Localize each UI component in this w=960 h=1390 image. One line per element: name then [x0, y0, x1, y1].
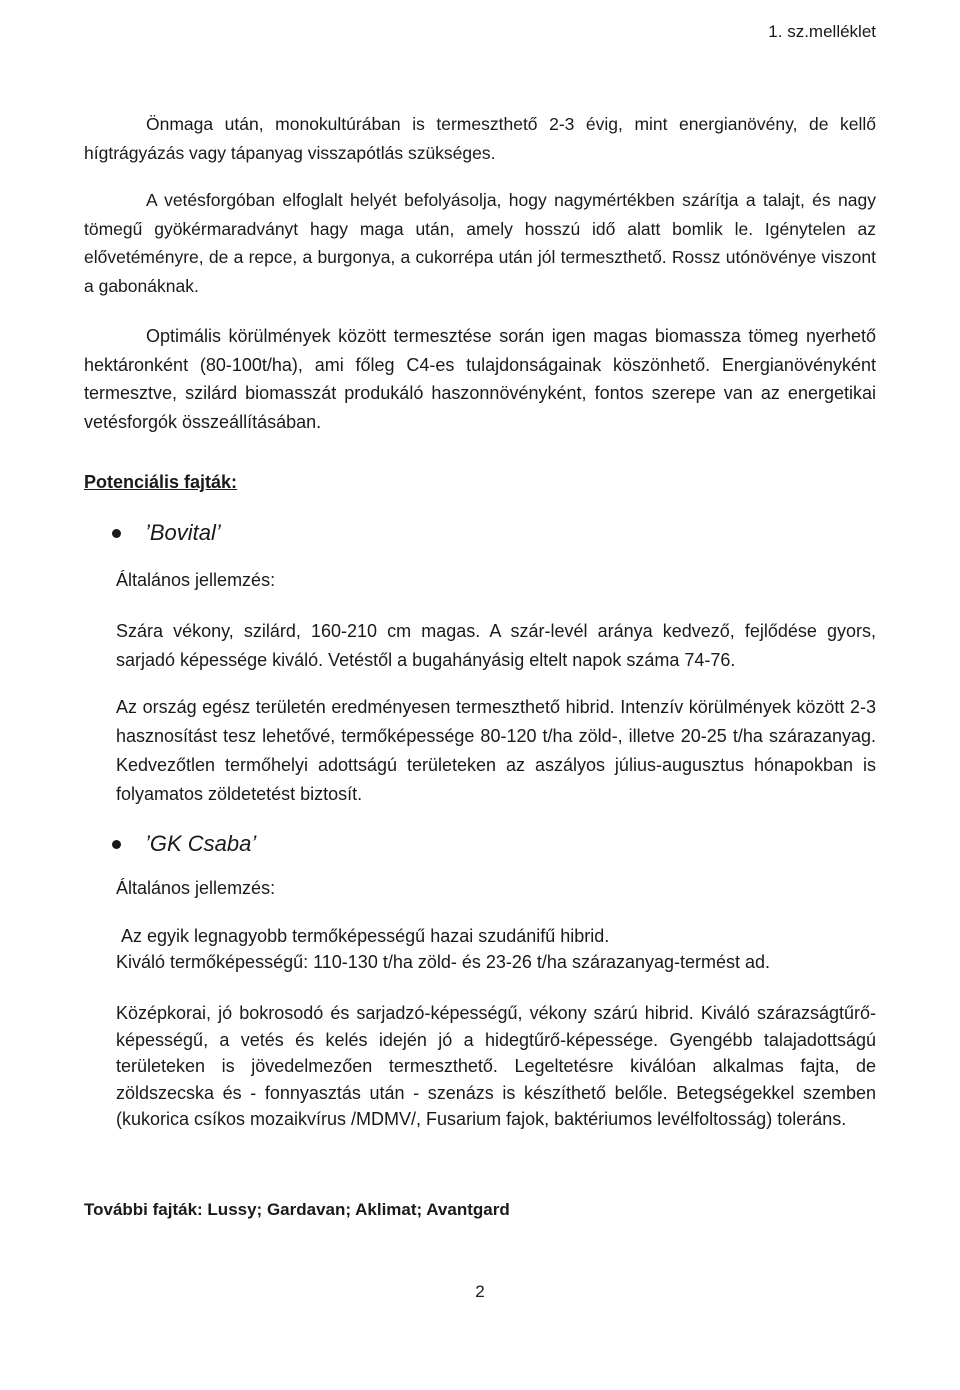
variety-gk-csaba-line-2: Kiváló termőképességű: 110-130 t/ha zöld- és 23-26 t/ha szárazanyag-termést ad.	[116, 952, 771, 972]
section-heading: Potenciális fajták:	[84, 472, 238, 492]
intro-paragraph-3-text: Optimális körülmények között termesztése során igen magas biomassza tömeg nyerhető hektáronként (80-100t/ha), ami főleg C4-es tulajdonságainak köszönhető. Energianövényként termesztve, szilárd biomasszát produkáló haszonnövényként, fontos szerepe van az energetikai vetésforgók összeállításában.	[84, 326, 876, 432]
intro-paragraph-3	[84, 322, 876, 436]
intro-paragraph-2	[84, 186, 876, 300]
variety-name: ’Bovital’	[145, 520, 221, 545]
general-description-label: Általános jellemzés:	[116, 878, 276, 898]
intro-paragraph-2-text: A vetésforgóban elfoglalt helyét befolyásolja, hogy nagymértékben szárítja a talajt, és nagy tömegű gyökérmaradványt hagy maga után, amely hosszú idő alatt bomlik le. Igénytelen az elővetéményre, de a repce, a burgonya, a cukorrépa után jól termeszthető. Rossz utónövénye viszont a gabonáknak.	[84, 190, 876, 296]
intro-paragraph-1-text: Önmaga után, monokultúrában is termeszthető 2-3 évig, mint energianövény, de kellő hígtrágyázás vagy tápanyag visszapótlás szükséges.	[84, 114, 876, 163]
bullet-icon	[112, 529, 121, 538]
bullet-icon	[112, 840, 121, 849]
more-varieties: További fajták: Lussy; Gardavan; Aklimat; Avantgard	[84, 1200, 510, 1219]
variety-gk-csaba-paragraph-3: Középkorai, jó bokrosodó és sarjadzó-képességű, vékony szárú hibrid. Kiváló szárazságtűrő-képességű, a vetés és kelés idején jó a hidegtűrő-képessége. Gyengébb talajadottságú területeken is jövedelmezően termeszthető. Legeltetésre kiválóan alkalmas fajta, de zöldszecska és - fonnyasztás után - szenázs is készíthető belőle. Betegségekkel szemben (kukorica csíkos mozaikvírus /MDMV/, Fusarium fajok, baktériumos levélfoltosság) toleráns.	[116, 1003, 876, 1129]
variety-bovital-paragraph-2: Az ország egész területén eredményesen termeszthető hibrid. Intenzív körülmények között 2-3 hasznosítást tesz lehetővé, termőképessége 80-120 t/ha zöld-, illetve 20-25 t/ha szárazanyag. Kedvezőtlen termőhelyi adottságú területeken az aszályos július-augusztus hónapokban is folyamatos zöldetetést biztosít.	[116, 697, 876, 804]
intro-paragraph-1	[84, 110, 876, 167]
variety-name: ’GK Csaba’	[145, 831, 257, 856]
page-number: 2	[475, 1282, 485, 1301]
variety-gk-csaba-line-1: Az egyik legnagyobb termőképességű hazai szudánifű hibrid.	[121, 926, 610, 946]
variety-gk-csaba-bullet	[112, 831, 256, 857]
general-description-label: Általános jellemzés:	[116, 570, 276, 590]
annex-label: 1. sz.melléklet	[768, 22, 876, 41]
variety-bovital-bullet	[112, 520, 221, 546]
variety-bovital-paragraph-1: Szára vékony, szilárd, 160-210 cm magas. A szár-levél aránya kedvező, fejlődése gyors, sarjadó képessége kiváló. Vetéstől a bugahányásig eltelt napok száma 74-76.	[116, 621, 876, 670]
